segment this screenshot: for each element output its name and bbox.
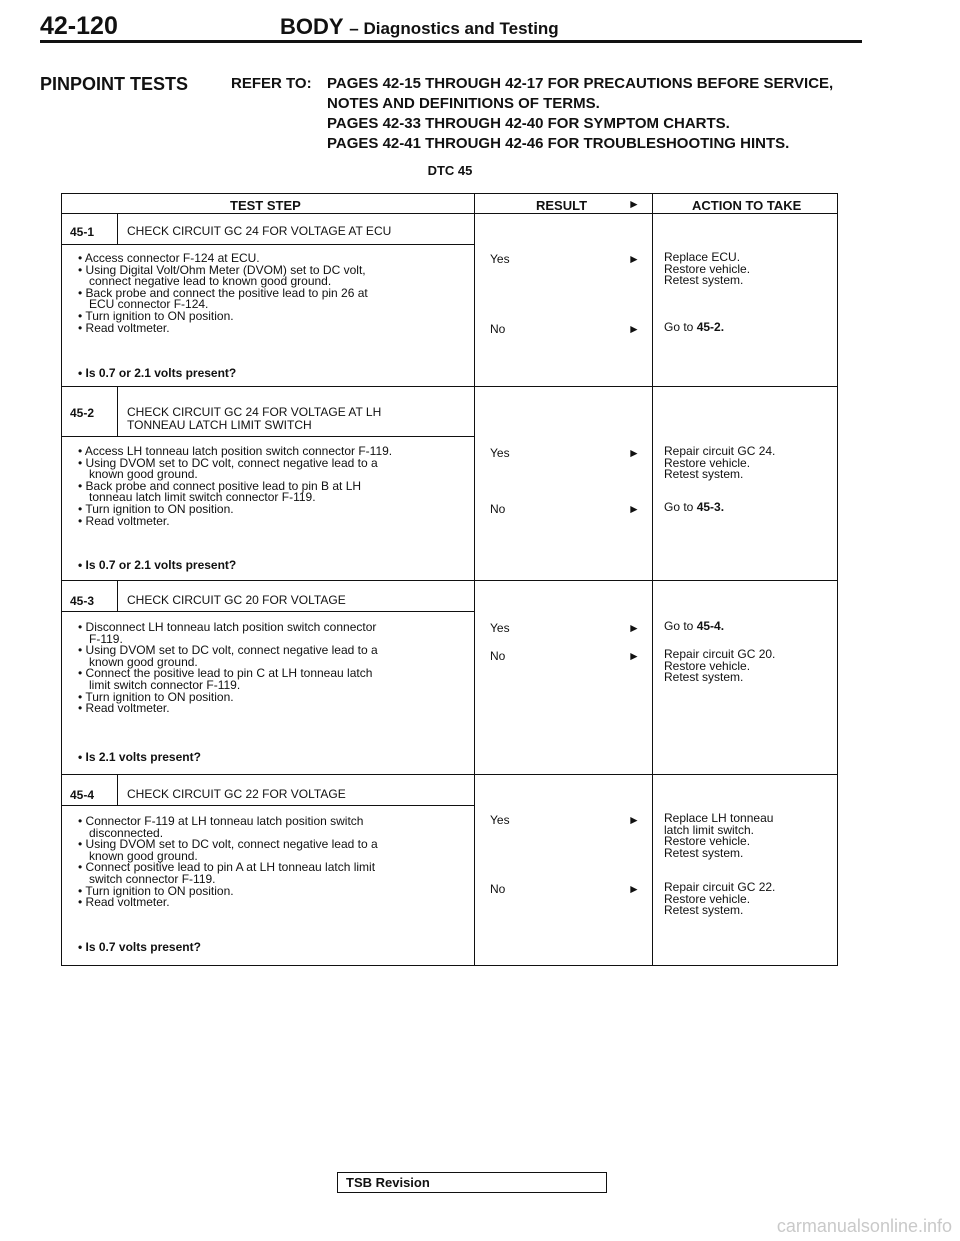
refer-line: NOTES AND DEFINITIONS OF TERMS.	[327, 95, 600, 112]
instruction-line: • Connect positive lead to pin A at LH tonneau latch limit	[78, 860, 376, 875]
instruction-line: known good ground.	[89, 848, 198, 863]
result-yes: Yes	[490, 446, 510, 460]
instruction-line: • Using DVOM set to DC volt, connect negative lead to a	[78, 455, 378, 470]
step-id-divider	[117, 214, 118, 244]
arrow-icon: ►	[628, 197, 640, 211]
instruction-line: • Back probe and connect positive lead to pin B at LH	[78, 478, 362, 493]
instruction-line: • Turn ignition to ON position.	[78, 883, 234, 898]
section-title	[280, 14, 559, 40]
header-action: ACTION TO TAKE	[692, 198, 802, 213]
page-number: 42-120	[40, 12, 118, 40]
step-id-divider	[117, 387, 118, 436]
instruction-line: switch connector F-119.	[89, 871, 216, 886]
section-title-main: BODY	[280, 14, 344, 39]
instruction-line: disconnected.	[89, 825, 164, 840]
step-id: 45-1	[70, 225, 95, 239]
arrow-icon: ►	[628, 649, 640, 663]
action-line: Repair circuit GC 22.	[664, 880, 776, 894]
action-line: Restore vehicle.	[664, 658, 751, 673]
arrow-icon: ►	[628, 502, 640, 516]
step-title-divider	[62, 805, 475, 806]
action-line: Retest system.	[664, 903, 744, 918]
step-title-divider	[62, 436, 475, 437]
result-no: No	[490, 649, 506, 663]
action-text: Go to	[664, 619, 697, 633]
instruction-line: known good ground.	[89, 654, 198, 669]
action-yes	[664, 446, 834, 481]
instruction-line: • Turn ignition to ON position.	[78, 501, 234, 516]
instruction-line: • Read voltmeter.	[78, 320, 170, 335]
step-instructions	[78, 816, 473, 909]
dtc-label: DTC 45	[427, 163, 473, 178]
step-instructions	[78, 253, 473, 334]
action-line: Retest system.	[664, 467, 744, 482]
arrow-icon: ►	[628, 446, 640, 460]
instruction-line: • Using Digital Volt/Ohm Meter (DVOM) set to DC volt,	[78, 262, 366, 277]
refer-label: REFER TO:	[231, 75, 312, 92]
step-title: CHECK CIRCUIT GC 20 FOR VOLTAGE	[127, 593, 346, 607]
row-divider	[62, 774, 837, 775]
instruction-line: • Back probe and connect the positive lead to pin 26 at	[78, 285, 368, 300]
action-line: Restore vehicle.	[664, 261, 751, 276]
action-line: Retest system.	[664, 845, 744, 860]
step-instructions	[78, 622, 473, 715]
step-question: • Is 0.7 volts present?	[78, 940, 201, 954]
instruction-line: • Access connector F-124 at ECU.	[78, 251, 260, 265]
arrow-icon: ►	[628, 322, 640, 336]
action-line: latch limit switch.	[664, 822, 755, 837]
arrow-icon: ►	[628, 882, 640, 896]
step-reference-link[interactable]: 45-3.	[696, 500, 725, 514]
instruction-line: known good ground.	[89, 467, 198, 482]
instruction-line: • Read voltmeter.	[78, 513, 170, 528]
action-line: Retest system.	[664, 670, 744, 685]
diagnostic-table	[61, 193, 838, 966]
step-title: CHECK CIRCUIT GC 22 FOR VOLTAGE	[127, 787, 346, 801]
action-line: Retest system.	[664, 273, 744, 288]
header-result: RESULT	[536, 198, 588, 213]
result-no: No	[490, 502, 506, 516]
action-line: Restore vehicle.	[664, 455, 751, 470]
instruction-line: • Access LH tonneau latch position switch connector F-119.	[78, 444, 393, 458]
section-subtitle: – Diagnostics and Testing	[349, 19, 559, 38]
instruction-line: limit switch connector F-119.	[89, 677, 241, 692]
step-reference-link[interactable]: 45-4.	[696, 619, 725, 633]
step-id: 45-3	[70, 594, 95, 608]
row-divider	[62, 213, 837, 214]
action-line: Repair circuit GC 20.	[664, 647, 776, 661]
refer-line: PAGES 42-15 THROUGH 42-17 FOR PRECAUTIONS BEFORE SERVICE,	[327, 75, 834, 92]
action-yes	[664, 813, 834, 859]
step-id-divider	[117, 775, 118, 805]
instruction-line: ECU connector F-124.	[89, 297, 209, 312]
instruction-line: • Using DVOM set to DC volt, connect negative lead to a	[78, 837, 378, 852]
step-question: • Is 0.7 or 2.1 volts present?	[78, 366, 237, 380]
action-text: Go to	[664, 320, 697, 334]
step-question: • Is 2.1 volts present?	[78, 750, 201, 764]
instruction-line: • Turn ignition to ON position.	[78, 689, 234, 704]
action-line: Restore vehicle.	[664, 891, 751, 906]
refer-line: PAGES 42-33 THROUGH 42-40 FOR SYMPTOM CHARTS.	[327, 115, 730, 132]
result-no: No	[490, 882, 506, 896]
instruction-line: connect negative lead to known good ground.	[89, 274, 332, 289]
result-no: No	[490, 322, 506, 336]
instruction-line: • Disconnect LH tonneau latch position switch connector	[78, 620, 377, 634]
pinpoint-heading: PINPOINT TESTS	[40, 74, 189, 94]
refer-line: PAGES 42-41 THROUGH 42-46 FOR TROUBLESHOOTING HINTS.	[327, 135, 790, 152]
step-id: 45-4	[70, 788, 95, 802]
action-line: Repair circuit GC 24.	[664, 444, 776, 458]
action-no	[664, 649, 834, 684]
instruction-line: • Connector F-119 at LH tonneau latch position switch	[78, 814, 364, 828]
instruction-line: • Read voltmeter.	[78, 701, 170, 716]
page-header	[40, 10, 862, 43]
step-reference-link[interactable]: 45-2.	[696, 320, 725, 334]
tsb-revision-box: TSB Revision	[337, 1172, 607, 1193]
action-text: Go to	[664, 500, 697, 514]
action-line: Restore vehicle.	[664, 834, 751, 849]
step-title-divider	[62, 611, 475, 612]
step-instructions	[78, 446, 473, 527]
arrow-icon: ►	[628, 621, 640, 635]
instruction-line: • Turn ignition to ON position.	[78, 308, 234, 323]
action-yes	[664, 621, 834, 633]
instruction-line: • Read voltmeter.	[78, 895, 170, 910]
header-test-step: TEST STEP	[230, 198, 301, 213]
action-no	[664, 322, 834, 334]
action-no	[664, 882, 834, 917]
step-title	[127, 406, 457, 432]
result-yes: Yes	[490, 813, 510, 827]
refer-lines	[327, 74, 833, 154]
result-yes: Yes	[490, 252, 510, 266]
action-line: Replace ECU.	[664, 250, 741, 264]
step-id-divider	[117, 581, 118, 611]
step-title-line: CHECK CIRCUIT GC 24 FOR VOLTAGE AT LH	[127, 405, 382, 419]
watermark: carmanualsonline.info	[776, 1216, 952, 1236]
row-divider	[62, 386, 837, 387]
result-yes: Yes	[490, 621, 510, 635]
action-no	[664, 502, 834, 514]
instruction-line: tonneau latch limit switch connector F-119.	[89, 490, 316, 505]
row-divider	[62, 580, 837, 581]
instruction-line: • Using DVOM set to DC volt, connect negative lead to a	[78, 643, 378, 658]
step-title-divider	[62, 244, 475, 245]
instruction-line: • Connect the positive lead to pin C at LH tonneau latch	[78, 666, 373, 681]
step-title: CHECK CIRCUIT GC 24 FOR VOLTAGE AT ECU	[127, 224, 392, 238]
step-title-line: TONNEAU LATCH LIMIT SWITCH	[127, 418, 312, 432]
step-id: 45-2	[70, 406, 95, 420]
arrow-icon: ►	[628, 252, 640, 266]
step-question: • Is 0.7 or 2.1 volts present?	[78, 558, 237, 572]
arrow-icon: ►	[628, 813, 640, 827]
action-line: Replace LH tonneau	[664, 811, 774, 825]
instruction-line: F-119.	[89, 631, 123, 646]
action-yes	[664, 252, 834, 287]
